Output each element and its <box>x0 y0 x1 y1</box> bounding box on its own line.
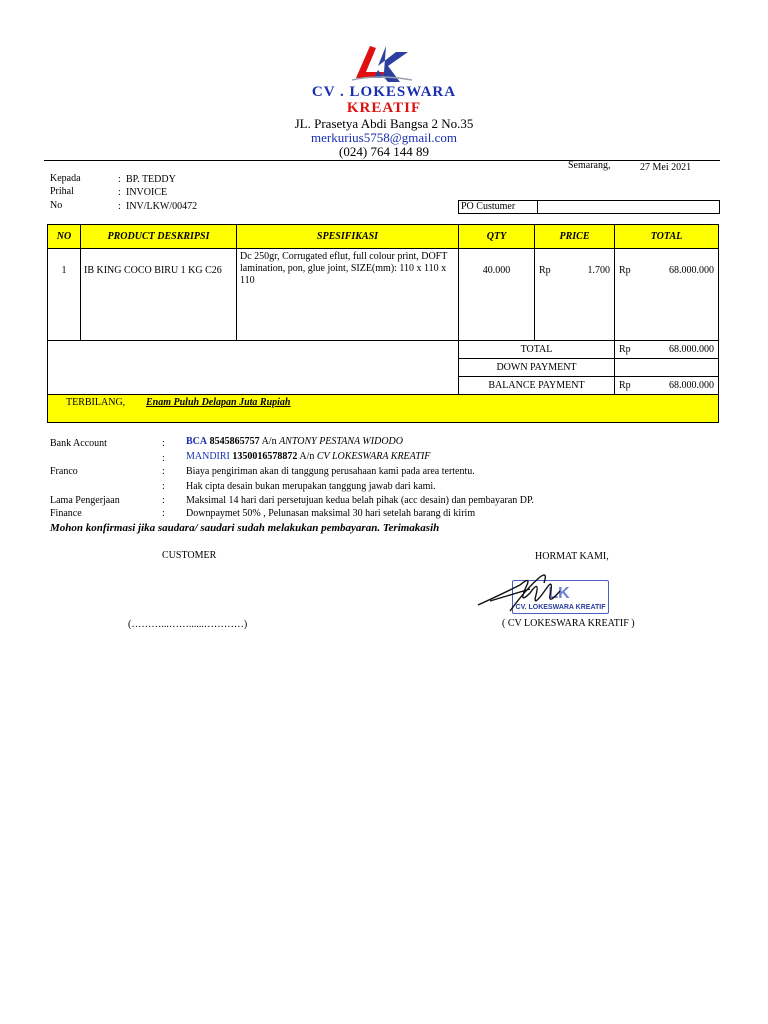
term-text-lama-pengerjaan: Maksimal 14 hari dari persetujuan kedua belah pihak (acc desain) dan pembayaran DP. <box>186 495 534 506</box>
bank-colon: : <box>162 453 165 464</box>
term-label-lama-pengerjaan: Lama Pengerjaan <box>50 495 120 506</box>
terbilang-value: Enam Puluh Delapan Juta Rupiah <box>146 397 291 408</box>
row-spec: Dc 250gr, Corrugated eflut, full colour print, DOFT lamination, pon, glue joint, SIZE(mm): 110 x 110 x 110 <box>237 249 459 341</box>
header-qty: QTY <box>459 225 535 249</box>
bank-holder-mandiri: CV LOKESWARA KREATIF <box>316 451 431 462</box>
company-signature-line: ( CV LOKESWARA KREATIF ) <box>502 618 635 629</box>
meta-colon: : <box>118 187 121 198</box>
row-product: IB KING COCO BIRU 1 KG C26 <box>81 249 237 341</box>
row-total-currency: Rp <box>619 265 631 276</box>
svg-text:LK: LK <box>548 585 570 601</box>
company-email[interactable]: merkurius5758@gmail.com <box>311 130 457 145</box>
summary-dp-label: DOWN PAYMENT <box>459 359 615 377</box>
invoice-date: 27 Mei 2021 <box>640 162 692 173</box>
place-label: Semarang, <box>568 160 611 171</box>
term-colon: : <box>162 495 165 506</box>
terbilang-row <box>48 395 719 423</box>
bank-name-mandiri: MANDIRI <box>186 451 230 462</box>
bank-an-bca: A/n <box>261 436 277 447</box>
meta-value-no: INV/LKW/00472 <box>126 201 198 212</box>
summary-total <box>615 341 719 359</box>
header-spec: SPESIFIKASI <box>237 225 459 249</box>
customer-signature-line: (………...……......…………) <box>128 619 248 630</box>
header-divider <box>44 160 720 161</box>
summary-balance-value: 68.000.000 <box>669 380 714 391</box>
row-no: 1 <box>48 249 81 341</box>
bank-number-mandiri: 1350016578872 <box>232 451 298 462</box>
term-text-finance: Downpaymet 50% , Pelunasan maksimal 30 hari setelah barang di kirim <box>186 508 476 519</box>
summary-balance <box>615 377 719 395</box>
meta-colon: : <box>118 201 121 212</box>
term-label-franco: Franco <box>50 466 78 477</box>
bank-number-bca: 8545865757 <box>209 436 260 447</box>
po-customer-box <box>458 200 720 214</box>
term-colon: : <box>162 466 165 477</box>
header-price: PRICE <box>535 225 615 249</box>
row-price-value: 1.700 <box>587 265 610 276</box>
company-phone: (024) 764 144 89 <box>339 144 429 159</box>
bank-holder-bca: ANTONY PESTANA WIDODO <box>279 436 403 447</box>
summary-total-currency: Rp <box>619 344 631 355</box>
term-text-franco: Biaya pengiriman akan di tanggung perusahaan kami pada area tertentu. <box>186 466 475 477</box>
meta-label-kepada: Kepada <box>50 173 81 184</box>
bank-account-mandiri <box>186 451 430 462</box>
bank-an-mandiri: A/n <box>299 451 315 462</box>
bank-name-bca: BCA <box>186 436 208 447</box>
term-text-copyright: Hak cipta desain bukan merupakan tanggung jawab dari kami. <box>186 481 436 492</box>
customer-signature-label: CUSTOMER <box>162 550 217 561</box>
company-logo <box>348 44 416 84</box>
summary-total-label: TOTAL <box>459 341 615 359</box>
row-price-currency: Rp <box>539 265 551 276</box>
terbilang-label: TERBILANG, <box>66 397 126 408</box>
po-customer-value[interactable] <box>538 201 719 213</box>
row-total <box>615 249 719 341</box>
row-total-value: 68.000.000 <box>669 265 714 276</box>
meta-value-kepada: BP. TEDDY <box>126 174 176 185</box>
table-header-row <box>48 225 719 249</box>
term-colon: : <box>162 481 165 492</box>
header-no: NO <box>48 225 81 249</box>
summary-balance-currency: Rp <box>619 380 631 391</box>
po-customer-label: PO Custumer <box>459 201 538 213</box>
terbilang-cell <box>48 395 719 423</box>
company-signature-label: HORMAT KAMI, <box>535 551 609 562</box>
row-qty: 40.000 <box>459 249 535 341</box>
bank-account-label: Bank Account <box>50 438 107 449</box>
company-address: JL. Prasetya Abdi Bangsa 2 No.35 <box>294 116 474 131</box>
meta-value-prihal: INVOICE <box>126 187 168 198</box>
header-product: PRODUCT DESKRIPSI <box>81 225 237 249</box>
summary-total-value: 68.000.000 <box>669 344 714 355</box>
company-name: CV . LOKESWARA <box>311 84 457 100</box>
header-total: TOTAL <box>615 225 719 249</box>
stamp-text: CV. LOKESWARA KREATIF <box>515 604 606 611</box>
handwritten-signature <box>470 565 590 625</box>
row-price <box>535 249 615 341</box>
term-label-finance: Finance <box>50 508 82 519</box>
meta-label-prihal: Prihal <box>50 186 74 197</box>
summary-blank-area <box>48 341 459 395</box>
summary-total-row <box>48 341 719 359</box>
bank-account-bca <box>186 436 403 447</box>
confirmation-note: Mohon konfirmasi jika saudara/ saudari sudah melakukan pembayaran. Terimakasih <box>50 522 440 534</box>
summary-balance-label: BALANCE PAYMENT <box>459 377 615 395</box>
bank-colon: : <box>162 438 165 449</box>
company-name-secondary: KREATIF <box>346 100 422 116</box>
invoice-table <box>47 224 719 423</box>
summary-dp-value <box>615 359 719 377</box>
meta-colon: : <box>118 174 121 185</box>
table-row <box>48 249 719 341</box>
meta-label-no: No <box>50 200 63 211</box>
term-colon: : <box>162 508 165 519</box>
